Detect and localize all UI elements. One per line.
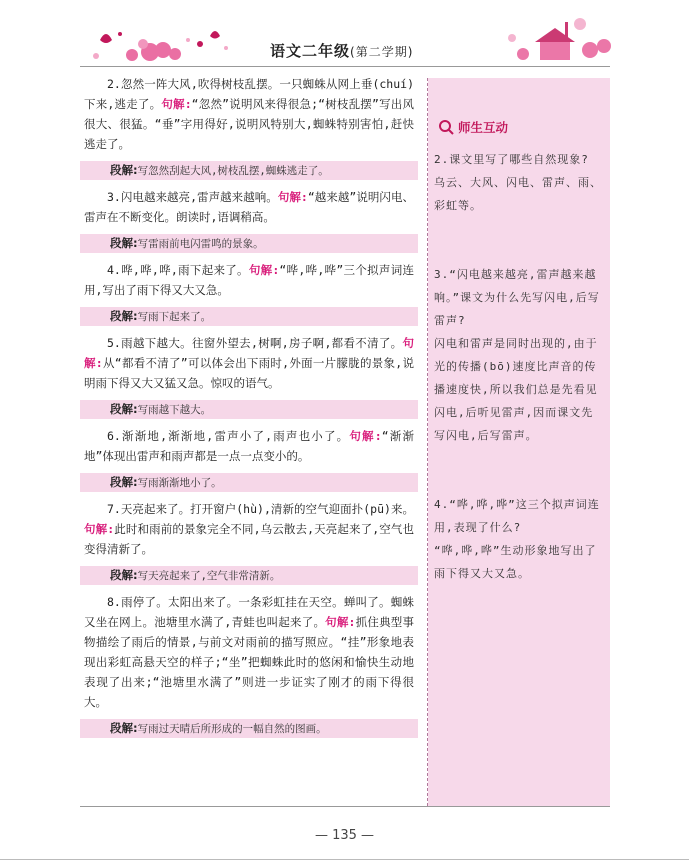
footer-line bbox=[0, 859, 689, 860]
sentence-label: 句解: bbox=[325, 615, 356, 629]
answer-3: 闪电和雷声是同时出现的,由于光的传播(bō)速度比声音的传播速度快,所以我们总是先看见闪电,后听见雷声,因而课文先写闪电,后写雷声。 bbox=[434, 337, 598, 442]
page-title bbox=[270, 40, 413, 61]
sentence-label: 句解: bbox=[84, 336, 414, 370]
paragraph-7: 7.天亮起来了。打开窗户(hù),清新的空气迎面扑(pū)来。句解:此时和雨前的景象完全不同,乌云散去,天亮起来了,空气也变得清新了。 bbox=[84, 502, 414, 556]
sentence-label: 句解: bbox=[349, 429, 382, 443]
section-summary-6: 段解:写雨渐渐地小了。 bbox=[80, 473, 418, 492]
section-summary-8: 段解:写雨过天晴后所形成的一幅自然的图画。 bbox=[80, 719, 418, 738]
question-2: 2.课文里写了哪些自然现象? bbox=[434, 153, 589, 166]
page-header bbox=[0, 0, 689, 70]
paragraph-8: 8.雨停了。太阳出来了。一条彩虹挂在天空。蝉叫了。蜘蛛又坐在网上。池塘里水满了,青蛙也叫起来了。句解:抓住典型事物描绘了雨后的情景,与前文对雨前的描写照应。“挂”形象地表现出彩虹高悬天空的样子;“坐”把蜘蛛此时的悠闲和愉快生动地表现了出来;“池塘里水满了”则进一步证实了刚才的雨下得很大。 bbox=[84, 595, 414, 709]
sentence-label: 句解: bbox=[248, 263, 280, 277]
title-main: 语文二年级 bbox=[270, 42, 351, 60]
section-summary-3: 段解:写雷雨前电闪雷鸣的景象。 bbox=[80, 234, 418, 253]
page-number: — 135 — bbox=[314, 828, 375, 843]
section-summary-7: 段解:写天亮起来了,空气非常清新。 bbox=[80, 566, 418, 585]
question-4: 4.“哗,哗,哗”这三个拟声词连用,表现了什么? bbox=[434, 498, 600, 534]
sentence-label: 句解: bbox=[161, 97, 192, 111]
bottom-rule bbox=[80, 806, 610, 807]
sidebar-interaction bbox=[428, 78, 610, 806]
section-summary-5: 段解:写雨越下越大。 bbox=[80, 400, 418, 419]
section-summary-2: 段解:写忽然刮起大风,树枝乱摆,蜘蛛逃走了。 bbox=[80, 161, 418, 180]
main-column bbox=[80, 72, 418, 743]
paragraph-6: 6.渐渐地,渐渐地,雷声小了,雨声也小了。句解:“渐渐地”体现出雷声和雨声都是一点一点变小的。 bbox=[84, 429, 414, 463]
header-rule bbox=[80, 66, 610, 67]
sidebar-heading: 师生互动 bbox=[438, 118, 610, 136]
paragraph-2: 2.忽然一阵大风,吹得树枝乱摆。一只蜘蛛从网上垂(chuí)下来,逃走了。句解:“忽然”说明风来得很急;“树枝乱摆”写出风很大、很猛。“垂”字用得好,说明风特别大,蜘蛛特别害怕,赶快逃走了。 bbox=[84, 77, 414, 151]
title-sub: (第二学期) bbox=[350, 45, 414, 59]
section-summary-4: 段解:写雨下起来了。 bbox=[80, 307, 418, 326]
question-3: 3.“闪电越来越亮,雷声越来越响。”课文为什么先写闪电,后写雷声? bbox=[434, 268, 600, 327]
answer-4: “哗,哗,哗”生动形象地写出了雨下得又大又急。 bbox=[434, 544, 597, 580]
sentence-label: 句解: bbox=[277, 190, 308, 204]
paragraph-3: 3.闪电越来越亮,雷声越来越响。句解:“越来越”说明闪电、雷声在不断变化。朗读时,语调稍高。 bbox=[84, 190, 414, 224]
magnifier-icon bbox=[438, 119, 454, 135]
answer-2: 乌云、大风、闪电、雷声、雨、彩虹等。 bbox=[434, 176, 602, 212]
sentence-label: 句解: bbox=[84, 522, 115, 536]
paragraph-5: 5.雨越下越大。往窗外望去,树啊,房子啊,都看不清了。句解:从“都看不清了”可以体会出下雨时,外面一片朦胧的景象,说明雨下得又大又猛又急。惊叹的语气。 bbox=[84, 336, 414, 390]
paragraph-4: 4.哗,哗,哗,雨下起来了。句解:“哗,哗,哗”三个拟声词连用,写出了雨下得又大又急。 bbox=[84, 263, 414, 297]
